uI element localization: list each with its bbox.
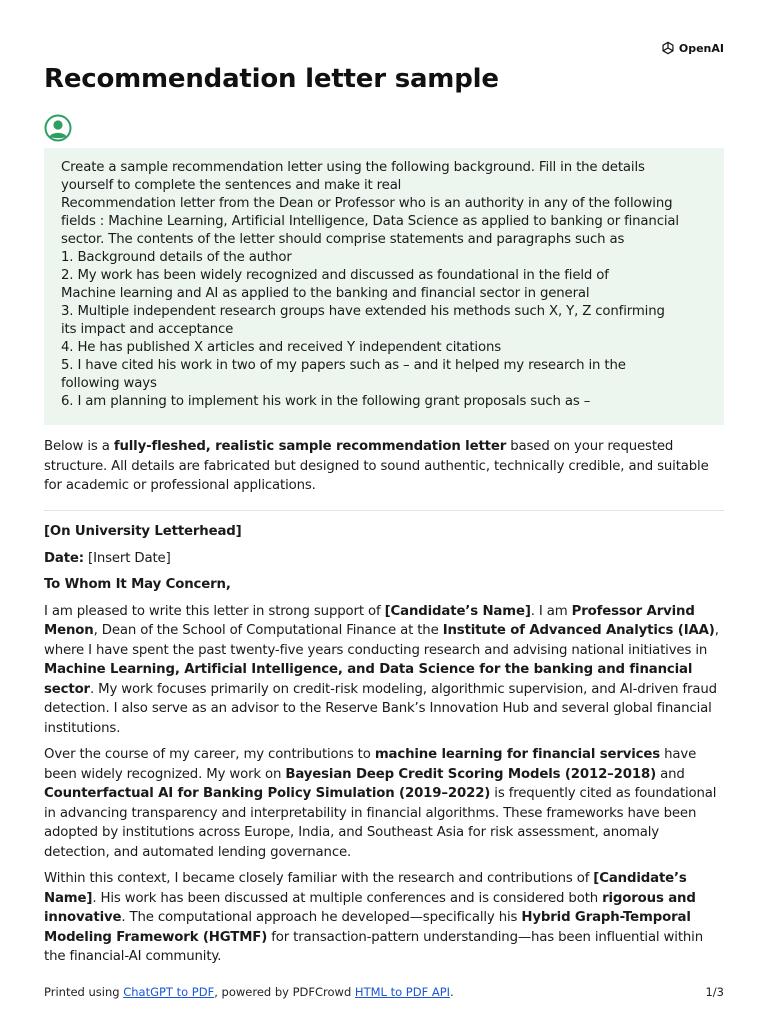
prompt-line: following ways — [61, 376, 157, 391]
prompt-line: 1. Background details of the author — [61, 250, 292, 265]
openai-logo-icon — [660, 40, 676, 56]
brand-name: OpenAI — [678, 41, 724, 55]
prompt-line: Recommendation letter from the Dean or Professor who is an authority in any of the following — [61, 196, 673, 211]
prompt-line: yourself to complete the sentences and make it real — [61, 178, 402, 193]
letter-paragraph-3: Within this context, I became closely familiar with the research and contributions of [Candidate’s Name]. His work has been discussed at multiple conferences and is considered both rigorous and innovative. The computational approach he developed—specifically his Hybrid Graph-Temporal Modeling Framework (HGTMF) for transaction-pattern understanding—has been influential within the financial-AI community. — [44, 871, 703, 964]
prompt-line: Create a sample recommendation letter using the following background. Fill in the details — [61, 160, 645, 175]
footer-credits: Printed using ChatGPT to PDF, powered by PDFCrowd HTML to PDF API. — [44, 985, 454, 999]
print-footer — [44, 985, 724, 999]
letterhead: [On University Letterhead] — [44, 524, 242, 539]
prompt-line: 6. I am planning to implement his work in the following grant proposals such as – — [61, 394, 591, 409]
prompt-line: Machine learning and AI as applied to the banking and financial sector in general — [61, 286, 590, 301]
prompt-line: its impact and acceptance — [61, 322, 234, 337]
chatgpt-to-pdf-link[interactable]: ChatGPT to PDF — [123, 985, 215, 999]
prompt-line: sector. The contents of the letter should comprise statements and paragraphs such as — [61, 232, 625, 247]
letter-date: Date: [Insert Date] — [44, 550, 171, 566]
letter-paragraph-1: I am pleased to write this letter in strong support of [Candidate’s Name]. I am Professor Arvind Menon, Dean of the School of Computational Finance at the Institute of Advanced Analytics (IAA), where I have spent the past twenty-five years conducting research and advising national initiatives in Machine Learning, Artificial Intelligence, and Data Science for the banking and financial sector. My work focuses primarily on credit-risk modeling, algorithmic supervision, and AI-driven fraud detection. I also serve as an advisor to the Reserve Bank’s Innovation Hub and several global financial institutions. — [44, 603, 719, 736]
user-prompt-box — [44, 148, 724, 425]
prompt-line: 3. Multiple independent research groups have extended his methods such X, Y, Z confirming — [61, 304, 665, 319]
prompt-line: 2. My work has been widely recognized and discussed as foundational in the field of — [61, 268, 609, 283]
letter-body — [44, 522, 728, 974]
prompt-line: 5. I have cited his work in two of my papers such as – and it helped my research in the — [61, 358, 626, 373]
section-divider — [44, 510, 724, 511]
letter-paragraph-2: Over the course of my career, my contributions to machine learning for financial services have been widely recognized. My work on Bayesian Deep Credit Scoring Models (2012–2018) and Counterfactual AI for Banking Policy Simulation (2019–2022) is frequently cited as foundational in advancing transparency and interpretability in financial algorithms. These frameworks have been adopted by institutions across Europe, India, and Southeast Asia for risk assessment, anomaly detection, and automated lending governance. — [44, 747, 717, 860]
prompt-line: fields : Machine Learning, Artificial Intelligence, Data Science as applied to banking or financial — [61, 214, 679, 229]
user-avatar-icon — [44, 114, 72, 142]
html-to-pdf-api-link[interactable]: HTML to PDF API — [354, 985, 451, 999]
response-intro — [44, 437, 728, 503]
page-title: Recommendation letter sample — [44, 64, 499, 94]
page-number: 1/3 — [705, 985, 724, 999]
openai-brand — [660, 40, 724, 56]
intro-paragraph: Below is a fully-fleshed, realistic sample recommendation letter based on your requested structure. All details are fabricated but designed to sound authentic, technically credible, and suitable for academic or professional applications. — [44, 439, 709, 493]
salutation: To Whom It May Concern, — [44, 577, 231, 592]
prompt-line: 4. He has published X articles and received Y independent citations — [61, 340, 501, 355]
